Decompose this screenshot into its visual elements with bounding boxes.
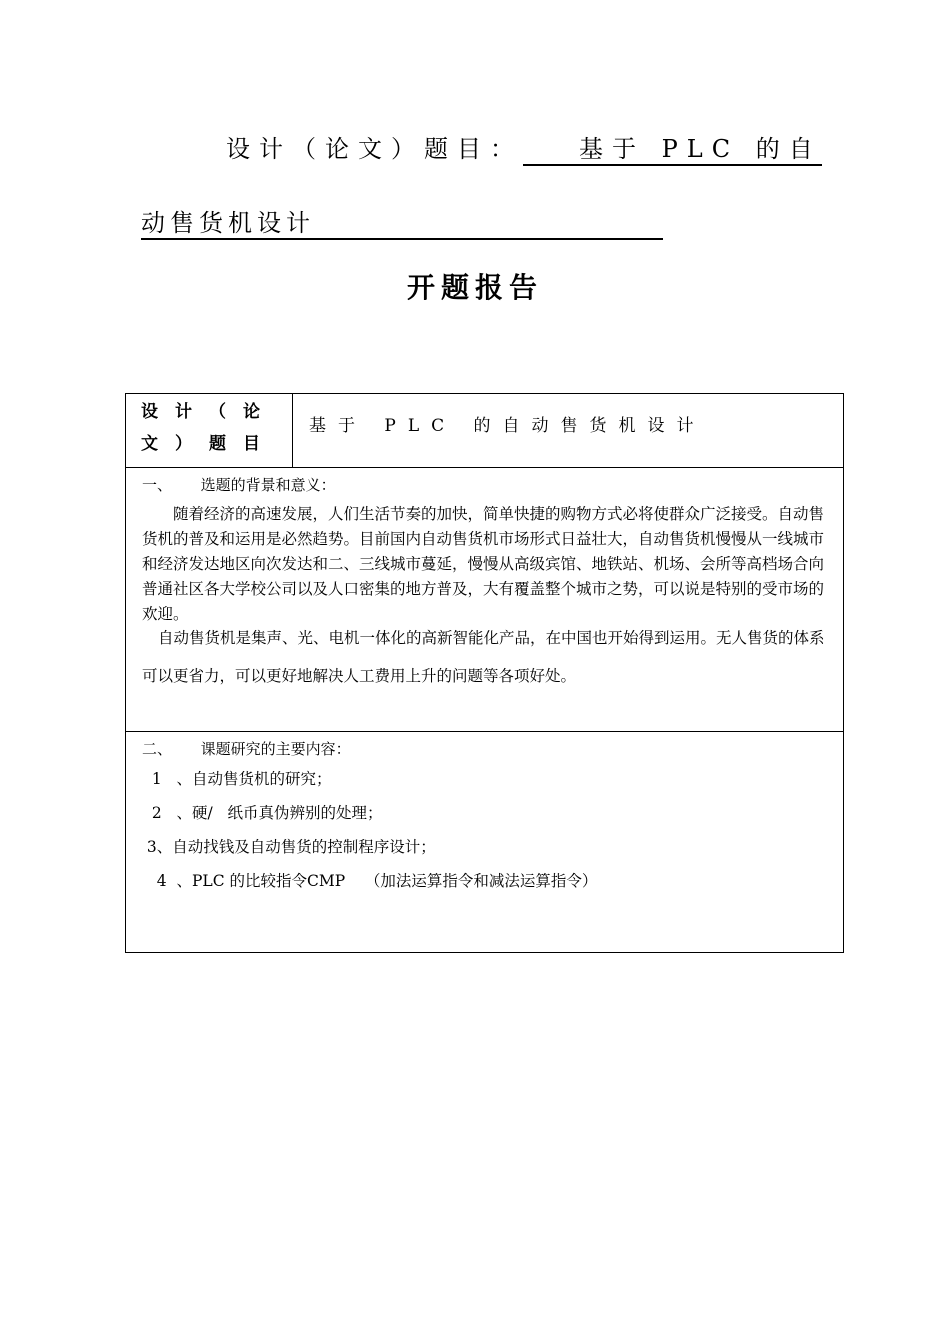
research-content-heading: 二、 课题研究的主要内容：	[142, 740, 351, 758]
background-heading: 一、 选题的背景和意义：	[142, 476, 336, 494]
background-paragraph-1: 随着经济的高速发展，人们生活节奏的加快，简单快捷的购物方式必将使群众广泛接受。自动售货机的普及和运用是必然趋势。目前国内自动售货机市场形式日益壮大，自动售货机慢慢从一线城市和经济发达地区向次发达和二、三线城市蔓延，慢慢从高级宾馆、地铁站、机场、会所等高档场合向普通社区各大学校公司以及人口密集的地方普及，大有覆盖整个城市之势，可以说是特别的受市场的欢迎。	[142, 505, 825, 623]
thesis-title-line-1	[226, 134, 822, 166]
thesis-title-value-part1: 基于 PLC 的自	[523, 134, 822, 166]
topic-label-line-1: 设计（论	[141, 402, 277, 422]
list-item: 1 、自动售货机的研究；	[142, 770, 332, 788]
thesis-title-label: 设计（论文）题目：	[226, 135, 523, 163]
topic-label-cell	[126, 394, 293, 467]
list-item: 3、自动找钱及自动售货的控制程序设计；	[142, 838, 436, 856]
list-item: 2 、硬/ 纸币真伪辨别的处理；	[142, 804, 383, 822]
report-heading: 开题报告	[406, 271, 543, 304]
proposal-form-table	[125, 393, 844, 953]
list-item: 4 、PLC 的比较指令CMP （加法运算指令和减法运算指令）	[142, 872, 598, 890]
topic-label-line-2: 文）题目	[141, 434, 277, 454]
thesis-title-line-2	[141, 208, 663, 240]
topic-row	[126, 394, 843, 468]
background-section	[126, 468, 843, 732]
topic-value-cell: 基于 PLC 的自动售货机设计	[309, 416, 706, 436]
thesis-title-value-part2: 动售货机设计	[141, 208, 663, 240]
background-paragraph-2: 自动售货机是集声、光、电机一体化的高新智能化产品，在中国也开始得到运用。无人售货的体系可以更省力，可以更好地解决人工费用上升的问题等各项好处。	[142, 629, 825, 685]
research-content-section	[126, 732, 843, 952]
